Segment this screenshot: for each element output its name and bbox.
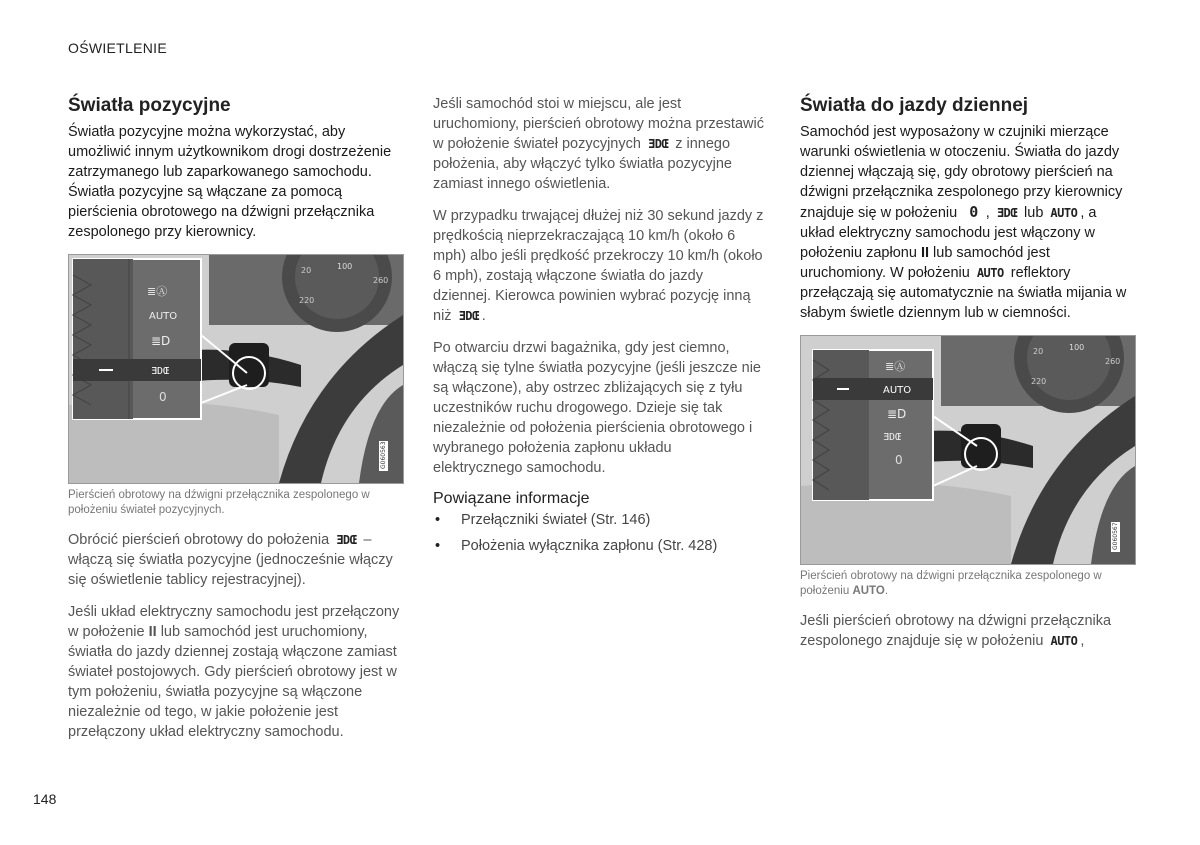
page-number: 148 bbox=[33, 791, 57, 807]
ignition-position-ii: II bbox=[920, 245, 929, 261]
svg-text:≣Ⓐ: ≣Ⓐ bbox=[147, 285, 168, 298]
heading-daytime-running-lights: Światła do jazdy dziennej bbox=[800, 95, 1029, 116]
svg-text:≣Ⓐ: ≣Ⓐ bbox=[885, 360, 906, 373]
svg-text:220: 220 bbox=[1031, 377, 1047, 386]
column-daytime-running-lights bbox=[800, 94, 1132, 663]
svg-text:20: 20 bbox=[301, 266, 312, 275]
svg-text:100: 100 bbox=[337, 262, 353, 271]
section-header: OŚWIETLENIE bbox=[68, 40, 167, 56]
figure-stalk-auto bbox=[800, 335, 1136, 565]
svg-text:AUTO: AUTO bbox=[883, 385, 912, 396]
column-parking-continued bbox=[433, 94, 765, 562]
text-fragment: Jeśli pierścień obrotowy na dźwigni przełącznika zespolonego znajduje się w położeniu bbox=[800, 613, 1112, 649]
svg-text:220: 220 bbox=[299, 296, 315, 305]
parking-lights-icon: ƎDŒ bbox=[996, 206, 1017, 220]
svg-text:260: 260 bbox=[1105, 357, 1121, 366]
text-fragment: z innego położenia, aby włączyć tylko światła pozycyjne zamiast innego oświetlenia. bbox=[433, 136, 732, 192]
text-fragment: reflektory przełączają się automatycznie na światła mijania w słabym świetle dziennym lub w ciemności. bbox=[800, 265, 1127, 321]
position-zero-icon: 0 bbox=[969, 203, 978, 221]
svg-text:0: 0 bbox=[159, 390, 167, 404]
svg-text:0: 0 bbox=[895, 453, 903, 467]
text-fragment: lub samochód jest uruchomiony. W położeniu bbox=[800, 245, 1050, 281]
text-fragment: Jeśli samochód stoi w miejscu, ale jest uruchomiony, pierścień obrotowy można przestawić w położenie świateł pozycyjnych bbox=[433, 96, 764, 152]
figure-caption: Pierścień obrotowy na dźwigni przełącznika zespolonego w położeniu świateł pozycyjnych. bbox=[68, 489, 370, 516]
text-fragment: Samochód jest wyposażony w czujniki mierzące warunki oświetlenia w otoczeniu. Światła do jazdy dziennej włączają się, gdy obrotowy pierścień na dźwigni przełącznika zespolonego przy kierownicy znajduje się w położeniu bbox=[800, 124, 1123, 221]
ignition-position-ii: II bbox=[148, 624, 157, 640]
column-parking-lights bbox=[68, 94, 404, 754]
figure-stalk-parking bbox=[68, 254, 404, 484]
text-fragment: . bbox=[884, 585, 889, 597]
text-fragment: , a układ elektryczny samochodu jest włączony w położeniu zapłonu bbox=[800, 205, 1097, 261]
text-fragment: Obrócić pierścień obrotowy do położenia bbox=[68, 532, 330, 548]
intro-paragraph: Światła pozycyjne można wykorzystać, aby umożliwić innym użytkownikom drogi dostrzeżenie zatrzymanego lub zaparkowanego samochodu. Światła pozycyjne są włączane za pomocą pierścienia obrotowego na dźwigni przełącznika zespolonego przy kierownicy. bbox=[68, 124, 392, 240]
figure-caption bbox=[800, 569, 1132, 599]
svg-text:G060563: G060563 bbox=[380, 441, 387, 469]
text-fragment: , bbox=[985, 205, 990, 221]
figure-illustration bbox=[801, 336, 1135, 564]
paragraph-drl-intro bbox=[800, 122, 1132, 323]
svg-text:ƎDŒ: ƎDŒ bbox=[883, 432, 902, 443]
paragraph-speed-condition bbox=[433, 206, 765, 326]
paragraph-tailgate: Po otwarciu drzwi bagażnika, gdy jest ciemno, włączą się tylne światła pozycyjne (jeśli jeszcze nie są włączone), aby ostrzec zbliżających się z tyłu uczestników ruchu drogowego. Dzieje się tak niezależnie od położenia pierścienia obrotowego i wybranego położenia zapłonu układu elektrycznego samochodu. bbox=[433, 340, 761, 476]
paragraph-stationary-car bbox=[433, 94, 765, 194]
heading-parking-lights: Światła pozycyjne bbox=[68, 95, 231, 116]
svg-text:AUTO: AUTO bbox=[149, 311, 178, 322]
text-fragment: lub samochód jest uruchomiony, światła do jazdy dziennej zostają włączone zamiast świateł postojowych. Gdy pierścień obrotowy jest w tym położeniu, światła pozycyjne są włączone niezależnie od tego, w jakie położenie jest przełączony układ elektryczny samochodu. bbox=[68, 624, 397, 740]
text-fragment: Jeśli układ elektryczny samochodu jest przełączony w położenie bbox=[68, 604, 400, 640]
parking-lights-icon: ƎDŒ bbox=[647, 137, 669, 151]
svg-text:G060567: G060567 bbox=[1112, 522, 1119, 550]
paragraph-ignition-ii bbox=[68, 602, 404, 742]
text-fragment: Pierścień obrotowy na dźwigni przełącznika zespolonego w położeniu bbox=[800, 570, 1102, 597]
svg-text:≣D: ≣D bbox=[887, 407, 907, 421]
svg-text:20: 20 bbox=[1033, 347, 1044, 356]
figure-illustration bbox=[69, 255, 403, 483]
svg-text:100: 100 bbox=[1069, 343, 1085, 352]
svg-text:≣D: ≣D bbox=[151, 334, 171, 348]
paragraph-auto-position bbox=[800, 611, 1132, 651]
related-link-light-switches[interactable]: • Przełączniki świateł (Str. 146) bbox=[433, 510, 765, 530]
auto-icon: AUTO bbox=[1050, 206, 1078, 220]
parking-lights-icon: ƎDŒ bbox=[336, 533, 357, 547]
auto-icon: AUTO bbox=[976, 266, 1004, 280]
auto-icon: AUTO bbox=[1050, 634, 1078, 648]
text-fragment: – włączą się światła pozycyjne (jednocześnie włączy się oświetlenie tablicy rejestracyjnej). bbox=[68, 532, 393, 588]
text-fragment: W przypadku trwającej dłużej niż 30 sekund jazdy z prędkością nieprzekraczającą 10 km/h (około 6 mph) albo jeśli prędkość przekroczy 10 km/h (około 6 mph), zostają włączone światła do jazdy dziennej. Kierowca powinien wybrać pozycję inną niż bbox=[433, 208, 764, 324]
related-info-heading: Powiązane informacje bbox=[433, 490, 590, 507]
related-link-ignition-positions[interactable]: • Położenia wyłącznika zapłonu (Str. 428) bbox=[433, 536, 765, 556]
parking-lights-icon: ƎDŒ bbox=[458, 309, 479, 323]
svg-text:ƎDŒ: ƎDŒ bbox=[151, 366, 170, 377]
text-fragment: . bbox=[481, 308, 486, 324]
text-fragment: lub bbox=[1024, 205, 1044, 221]
text-fragment: AUTO bbox=[852, 585, 885, 597]
svg-text:260: 260 bbox=[373, 276, 389, 285]
related-info-list bbox=[433, 510, 765, 556]
paragraph-turn-ring bbox=[68, 530, 404, 590]
text-fragment: , bbox=[1080, 633, 1085, 649]
